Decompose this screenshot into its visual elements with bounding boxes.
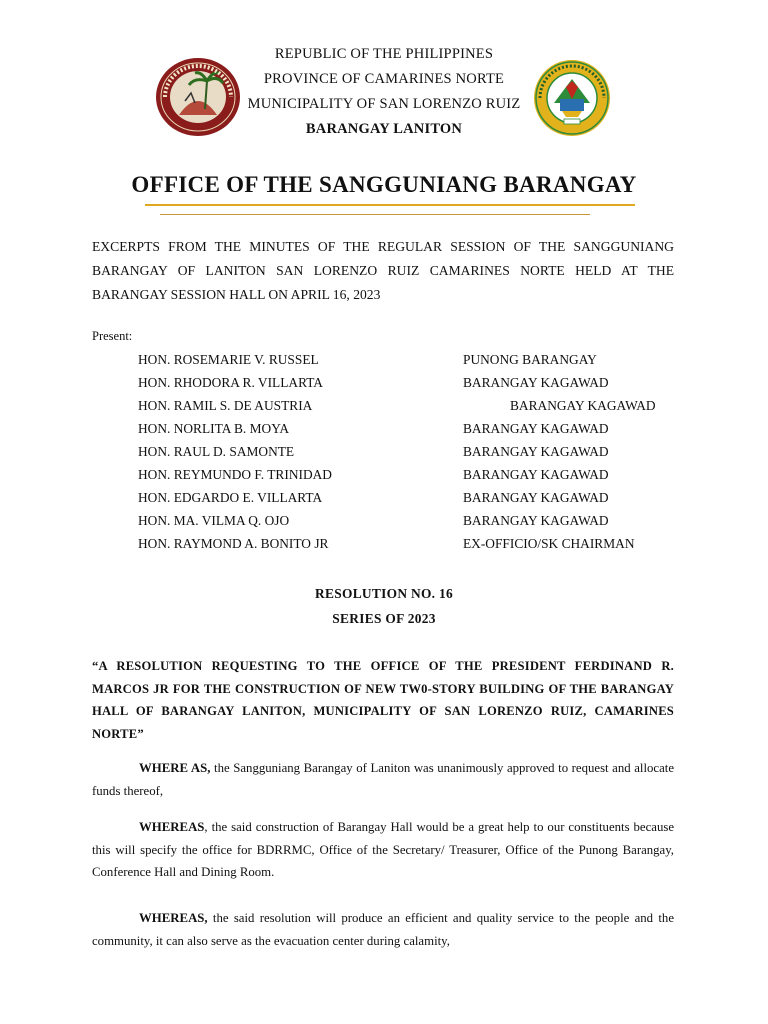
member-role: BARANGAY KAGAWAD <box>463 513 609 528</box>
member-name: HON. REYMUNDO F. TRINIDAD <box>138 467 332 482</box>
whereas-paragraph <box>92 816 674 884</box>
members-list <box>0 350 768 557</box>
whereas-lead: WHERE AS, <box>139 761 211 775</box>
member-name: HON. RAUL D. SAMONTE <box>138 444 295 459</box>
member-name: HON. ROSEMARIE V. RUSSEL <box>138 352 319 367</box>
resolution-title: “A RESOLUTION REQUESTING TO THE OFFICE OF THE PRESIDENT FERDINAND R. MARCOS JR FOR THE CONSTRUCTION OF NEW TW0-STORY BUILDING OF THE BARANGAY HALL OF BARANGAY LANITON, MUNICIPALITY OF SAN LORENZO RUIZ, CAMARINES NORTE” <box>92 659 674 741</box>
header-line-province: PROVINCE OF CAMARINES NORTE <box>263 71 505 87</box>
member-role: BARANGAY KAGAWAD <box>463 490 609 505</box>
member-row <box>0 511 768 534</box>
whereas-text: the Sangguniang Barangay of Laniton was unanimously approved to request and allocate funds thereof, <box>92 761 674 798</box>
title-underline-primary <box>145 204 635 206</box>
member-row <box>0 373 768 396</box>
member-row <box>0 442 768 465</box>
member-role: EX-OFFICIO/SK CHAIRMAN <box>463 536 635 551</box>
member-role: BARANGAY KAGAWAD <box>510 398 656 413</box>
header-line-republic: REPUBLIC OF THE PHILIPPINES <box>274 46 494 62</box>
member-role: BARANGAY KAGAWAD <box>463 421 609 436</box>
header-line-municipality: MUNICIPALITY OF SAN LORENZO RUIZ <box>247 96 521 112</box>
member-role: PUNONG BARANGAY <box>463 352 597 367</box>
member-row <box>0 396 768 419</box>
whereas-text: , the said construction of Barangay Hall would be a great help to our constituents because this will specify the office for BDRRMC, Office of the Secretary/ Treasurer, Office of the Punong Barangay, Conference Hall and Dining Room. <box>92 820 674 880</box>
whereas-paragraph <box>92 757 674 802</box>
member-role: BARANGAY KAGAWAD <box>463 467 609 482</box>
member-row <box>0 350 768 373</box>
member-role: BARANGAY KAGAWAD <box>463 444 609 459</box>
resolution-series: SERIES OF 2023 <box>332 611 436 626</box>
office-title: OFFICE OF THE SANGGUNIANG BARANGAY <box>131 172 637 197</box>
member-name: HON. RAMIL S. DE AUSTRIA <box>138 398 313 413</box>
whereas-lead: WHEREAS, <box>139 911 208 925</box>
member-row <box>0 488 768 511</box>
whereas-text: the said resolution will produce an efficient and quality service to the people and the community, it can also serve as the evacuation center during calamity, <box>92 911 674 948</box>
member-name: HON. RHODORA R. VILLARTA <box>138 375 323 390</box>
whereas-paragraph <box>92 907 674 952</box>
member-name: HON. NORLITA B. MOYA <box>138 421 290 436</box>
document-header <box>0 42 768 142</box>
member-row <box>0 419 768 442</box>
header-line-barangay: BARANGAY LANITON <box>305 121 463 137</box>
member-name: HON. MA. VILMA Q. OJO <box>138 513 290 528</box>
member-row <box>0 534 768 557</box>
whereas-lead: WHEREAS <box>139 820 205 834</box>
member-name: HON. EDGARDO E. VILLARTA <box>138 490 323 505</box>
present-label: Present: <box>92 329 133 343</box>
minutes-excerpt: EXCERPTS FROM THE MINUTES OF THE REGULAR SESSION OF THE SANGGUNIANG BARANGAY OF LANITON SAN LORENZO RUIZ CAMARINES NORTE HELD AT THE BARANGAY SESSION HALL ON APRIL 16, 2023 <box>92 239 674 302</box>
resolution-number: RESOLUTION NO. 16 <box>315 586 453 601</box>
title-underline-secondary <box>160 214 590 215</box>
member-role: BARANGAY KAGAWAD <box>463 375 609 390</box>
member-row <box>0 465 768 488</box>
member-name: HON. RAYMOND A. BONITO JR <box>138 536 329 551</box>
